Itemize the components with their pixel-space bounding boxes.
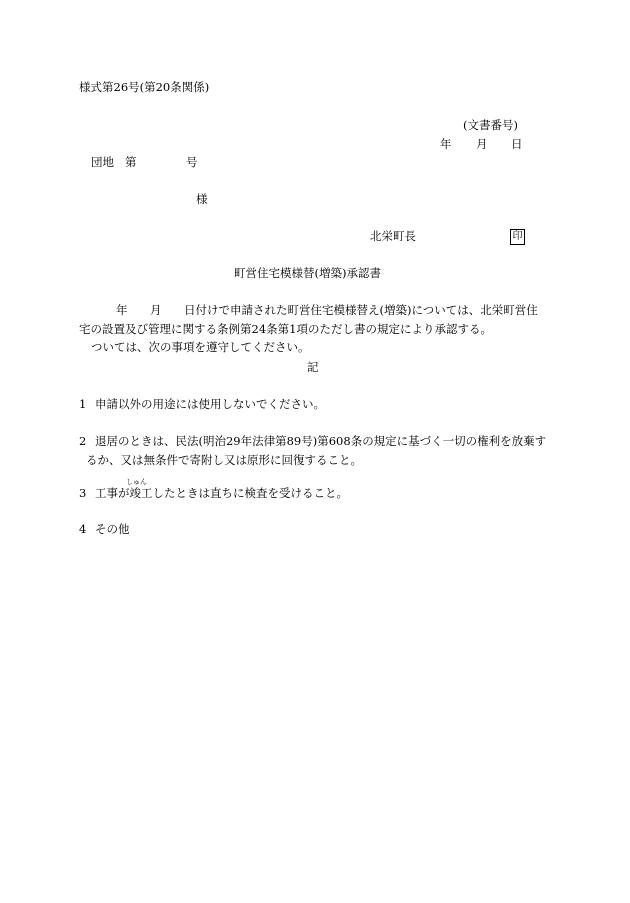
ki-label: 記	[307, 360, 319, 374]
body-line-1: 日付けで申請された町営住宅模様替え(増築)については、北栄町営住	[184, 303, 538, 317]
item-1-text: 申請以外の用途には使用しないでください。	[95, 397, 325, 411]
item-4-text: その他	[95, 522, 130, 536]
document-number: (文書番号)	[463, 118, 518, 132]
document-title: 町営住宅模様替(増築)承認書	[234, 266, 381, 280]
date-day-label: 日	[511, 137, 523, 151]
item-3-text: 工事が竣工したときは直ちに検査を受けること。	[95, 486, 348, 500]
date-year-label: 年	[440, 137, 452, 151]
issuer-name: 北栄町長	[370, 229, 416, 243]
dai-label: 第	[125, 155, 137, 169]
item-2-number: 2	[79, 434, 87, 448]
danchi-label: 団地	[91, 155, 114, 169]
sama-label: 様	[196, 192, 208, 206]
form-number: 様式第26号(第20条関係)	[79, 80, 210, 94]
body-line-2: 宅の設置及び管理に関する条例第24条第1項のただし書の規定により承認する。	[79, 322, 492, 336]
item-1-number: 1	[79, 397, 87, 411]
body-month-label: 月	[150, 303, 162, 317]
item-2-continuation: るか、又は無条件で寄附し又は原形に回復すること。	[86, 453, 362, 467]
go-label: 号	[186, 155, 198, 169]
item-3-ruby: しゅん	[126, 478, 147, 486]
item-3-number: 3	[79, 486, 87, 500]
body-line-3: ついては、次の事項を遵守してください。	[91, 340, 310, 354]
seal-mark: 印	[510, 229, 525, 245]
body-year-label: 年	[116, 303, 128, 317]
item-4-number: 4	[79, 522, 87, 536]
date-month-label: 月	[476, 137, 488, 151]
item-2-text: 退居のときは、民法(明治29年法律第89号)第608条の規定に基づく一切の権利を放棄す	[95, 434, 547, 448]
